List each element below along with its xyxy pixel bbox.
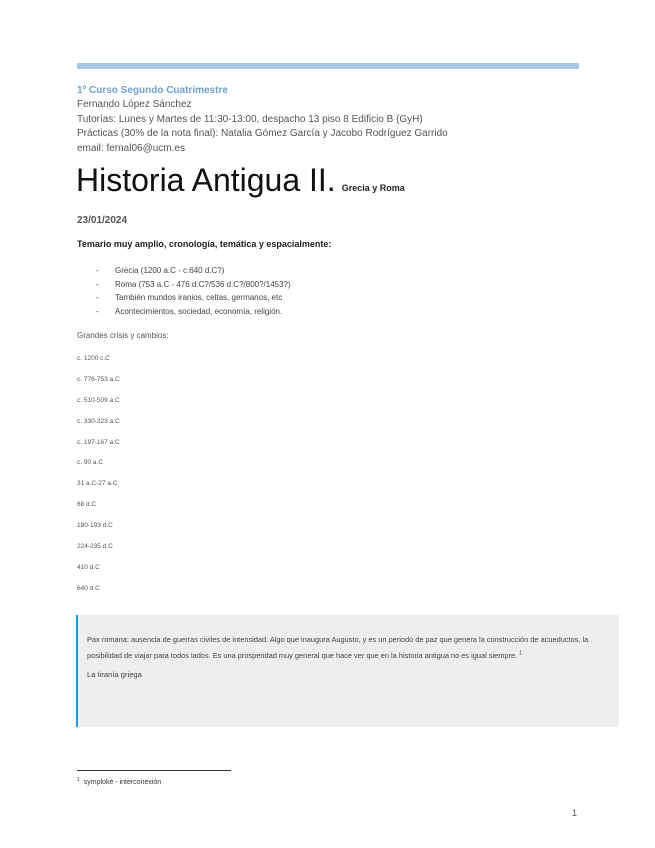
pax-romana-callout — [76, 615, 619, 727]
title-main: Historia Antigua II. — [76, 162, 336, 198]
list-item: c. 330-323 a.C — [77, 417, 120, 425]
bullet-dash: - — [96, 279, 99, 289]
document-title — [76, 162, 405, 199]
footnote-reference[interactable]: 1 — [519, 650, 523, 657]
tutorias-info: Tutorías: Lunes y Martes de 11:30-13:00, despacho 13 piso 8 Edificio B (GyH) — [77, 113, 423, 125]
course-header — [77, 84, 597, 156]
list-item: c. 197-167 a.C — [77, 438, 120, 446]
list-item: 180-193 d.C — [77, 522, 113, 530]
professor-name: Fernando López Sánchez — [77, 99, 192, 110]
list-item: - Roma (753 a.C - 476 d.C?/536 d.C?/800?/1453?) — [77, 278, 291, 292]
list-item: - También mundos iranios, celtas, germanos, etc — [77, 291, 291, 305]
list-item: 31 a.C-27 a.C — [77, 480, 118, 488]
list-item: 68 d.C — [77, 501, 97, 509]
practicas-info: Prácticas (30% de la nota final): Natalia Gómez García y Jacobo Rodríguez Garrido — [77, 128, 448, 139]
bullet-dash: - — [96, 266, 99, 275]
lecture-date: 23/01/2024 — [77, 215, 128, 226]
title-subtitle: Grecia y Roma — [341, 183, 405, 193]
callout-text: Pax romana: ausencia de guerras civiles de intensidad. Algo que inaugura Augusto, y es un periodo de paz que genera la construcción de acueductos, la posibilidad de viajar para todos lados. Es una prosperidad muy general que hace ver que en la historia antigua no es igual siempre. $^1$ — [87, 635, 589, 660]
list-item: c. 90 a.C — [77, 459, 104, 467]
footnote-divider — [77, 770, 231, 771]
email-info: email: fernal06@ucm.es — [77, 142, 185, 154]
crisis-heading: Grandes crisis y cambios: — [77, 331, 169, 340]
list-item: - Grecia (1200 a.C - c.640 d.C?) — [77, 264, 291, 278]
footnote — [77, 776, 162, 786]
list-item: 640 d.C — [77, 584, 100, 592]
bullet-dash: - — [96, 306, 99, 316]
list-item: c. 776-753 a.C — [77, 375, 120, 383]
temario-heading: Temario muy amplio, cronología, temática y espacialmente: — [77, 239, 332, 249]
list-item: c. 510-509 a.C — [77, 396, 120, 404]
footnote-number: 1 — [77, 776, 80, 783]
bullet-dash: - — [96, 293, 99, 302]
list-item: - Acontecimientos, sociedad, economía, religión. — [77, 305, 291, 319]
callout-subheading: La tiranía griega — [87, 670, 142, 679]
list-item: c. 1200 c.C — [77, 355, 110, 362]
list-item: 224-235 d.C — [77, 543, 113, 551]
top-decorative-rule — [77, 63, 579, 69]
crisis-dates-list — [77, 354, 120, 605]
temario-list — [77, 264, 291, 318]
course-label: 1º Curso Segundo Cuatrimestre — [77, 85, 228, 96]
list-item: 410 d.C — [77, 563, 100, 571]
footnote-text: symploké - interconexión — [83, 779, 162, 786]
page-number: 1 — [572, 808, 578, 818]
